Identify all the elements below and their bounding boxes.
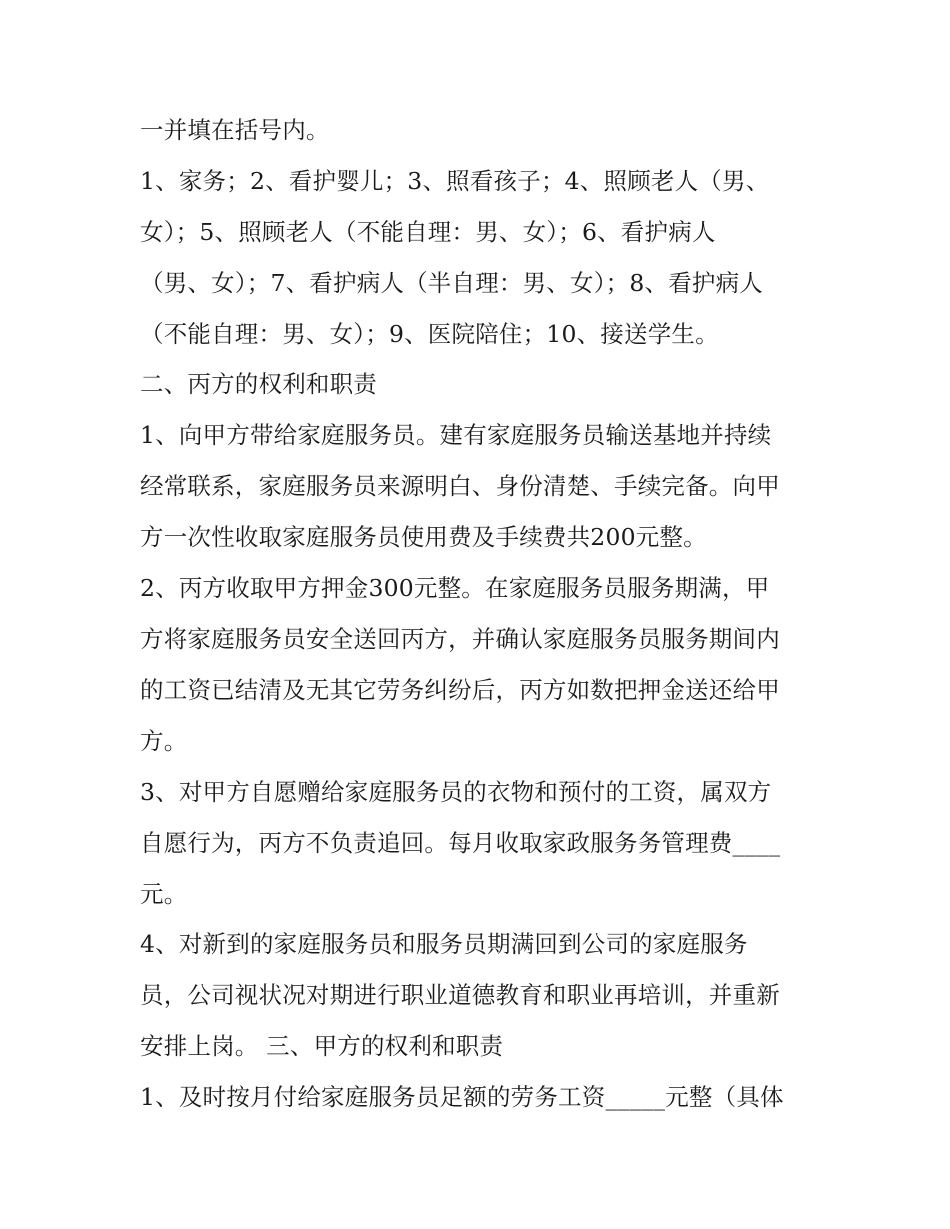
text-line: 4、对新到的家庭服务员和服务员期满回到公司的家庭服务: [140, 930, 748, 958]
text-line: 1、向甲方带给家庭服务员。建有家庭服务员输送基地并持续: [140, 421, 772, 449]
section-heading: 二、丙方的权利和职责: [140, 370, 377, 398]
text-line: 安排上岗。 三、甲方的权利和职责: [140, 1032, 504, 1060]
text-line: 3、对甲方自愿赠给家庭服务员的衣物和预付的工资，属双方: [140, 778, 772, 806]
text-line: 一并填在括号内。: [140, 116, 330, 144]
text-line: （男、女）；7、看护病人（半自理：男、女）；8、看护病人: [140, 269, 764, 297]
text-line: 方。: [140, 727, 188, 755]
text-line: 方将家庭服务员安全送回丙方，并确认家庭服务员服务期间内: [140, 625, 780, 653]
text-line: 的工资已结清及无其它劳务纠纷后，丙方如数把押金送还给甲: [140, 676, 780, 704]
text-line: 自愿行为，丙方不负责追回。每月收取家政服务务管理费____: [140, 829, 781, 857]
text-line: （不能自理：男、女）；9、医院陪住；10、接送学生。: [140, 320, 719, 348]
text-line: 元。: [140, 880, 188, 908]
text-line: 员，公司视状况对期进行职业道德教育和职业再培训，并重新: [140, 981, 780, 1009]
text-line: 女）；5、照顾老人（不能自理：男、女）；6、看护病人: [140, 218, 716, 246]
text-line: 经常联系，家庭服务员来源明白、身份清楚、手续完备。向甲: [140, 472, 780, 500]
text-line: 1、及时按月付给家庭服务员足额的劳务工资_____元整（具体: [140, 1083, 784, 1111]
text-line: 方一次性收取家庭服务员使用费及手续费共200元整。: [140, 523, 707, 551]
text-line: 1、家务；2、看护婴儿；3、照看孩子；4、照顾老人（男、: [140, 167, 770, 195]
text-line: 2、丙方收取甲方押金300元整。在家庭服务员服务期满，甲: [140, 574, 770, 602]
